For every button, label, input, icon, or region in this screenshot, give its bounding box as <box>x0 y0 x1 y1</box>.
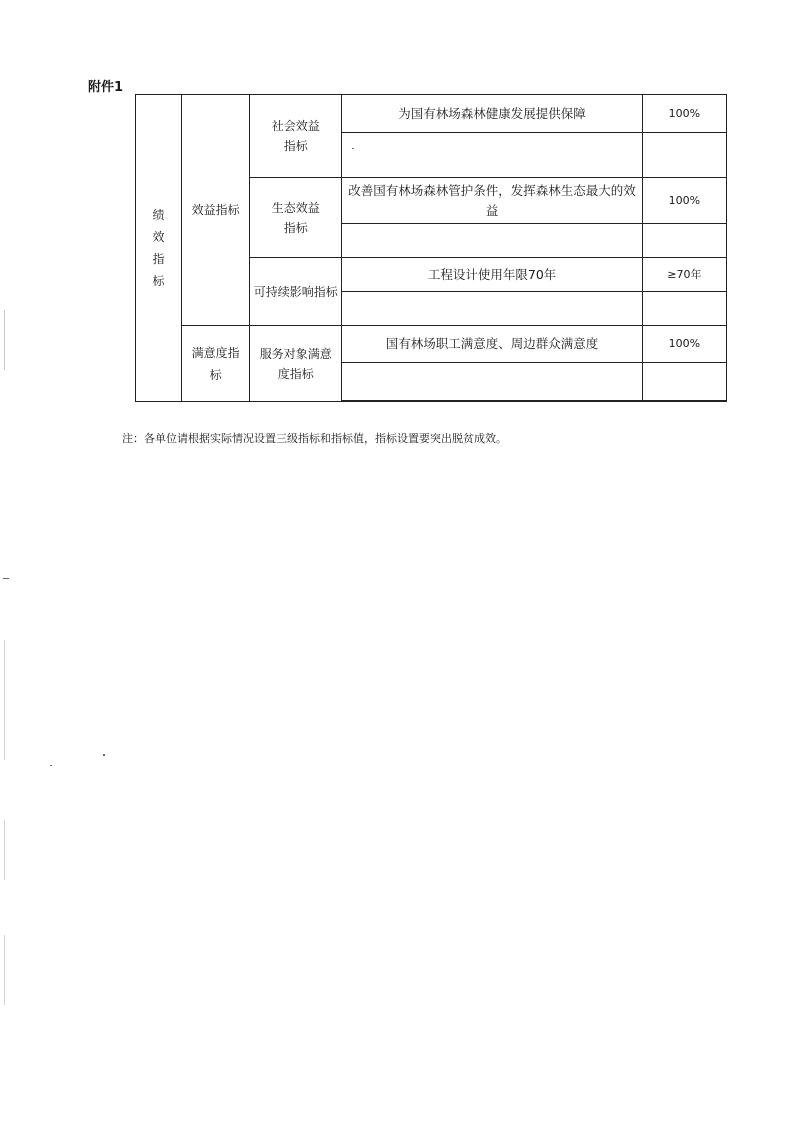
satisfaction-indicator-label: 满意度指标 <box>191 345 240 382</box>
service-satisfaction-label: 服务对象满意度指标 <box>259 346 332 381</box>
service-value-cell: 100% <box>642 326 726 363</box>
eco-benefit-label: 生态效益指标 <box>271 200 320 235</box>
footnote: 注：各单位请根据实际情况设置三级指标和指标值，指标设置要突出脱贫成效。 <box>122 432 507 445</box>
benefit-indicator-label: 效益指标 <box>191 203 240 217</box>
social-benefit-label: 社会效益指标 <box>271 119 320 153</box>
empty-value-cell <box>642 224 726 258</box>
scan-edge-mark <box>4 310 5 370</box>
scan-edge-mark <box>4 935 5 1005</box>
social-value-cell: 100% <box>642 95 726 133</box>
table-bottom-spacer <box>642 401 726 402</box>
empty-indicator-cell <box>342 133 643 178</box>
service-satisfaction-cell <box>250 326 342 402</box>
scan-edge-mark <box>4 640 5 760</box>
attachment-label: 附件1 <box>88 80 124 95</box>
empty-value-cell <box>642 133 726 178</box>
scan-edge-mark <box>3 578 9 579</box>
sustain-value-cell: ≥70年 <box>642 258 726 292</box>
eco-indicator-cell: 改善国有林场森林管护条件，发挥森林生态最大的效益 <box>342 178 643 224</box>
level1-indicator-cell <box>136 95 182 402</box>
table-bottom-spacer <box>342 401 643 402</box>
scan-edge-mark <box>4 820 5 880</box>
empty-indicator-cell <box>342 363 643 401</box>
scan-dot <box>352 148 354 149</box>
empty-value-cell <box>642 292 726 326</box>
sustain-impact-cell <box>250 258 342 326</box>
level1-indicator-label: 绩效指标 <box>152 208 165 288</box>
empty-value-cell <box>642 363 726 401</box>
eco-value-cell: 100% <box>642 178 726 224</box>
scan-dot <box>103 754 105 756</box>
service-indicator-cell: 国有林场职工满意度、周边群众满意度 <box>342 326 643 363</box>
sustain-impact-label: 可持续影响指标 <box>253 284 338 299</box>
social-indicator-cell: 为国有林场森林健康发展提供保障 <box>342 95 643 133</box>
empty-indicator-cell <box>342 224 643 258</box>
sustain-indicator-cell: 工程设计使用年限70年 <box>342 258 643 292</box>
benefit-indicator-cell <box>182 95 250 326</box>
performance-indicator-table <box>135 94 727 402</box>
eco-benefit-cell <box>250 178 342 258</box>
social-benefit-cell <box>250 95 342 178</box>
scan-dot <box>50 765 52 766</box>
empty-indicator-cell <box>342 292 643 326</box>
satisfaction-indicator-cell <box>182 326 250 402</box>
